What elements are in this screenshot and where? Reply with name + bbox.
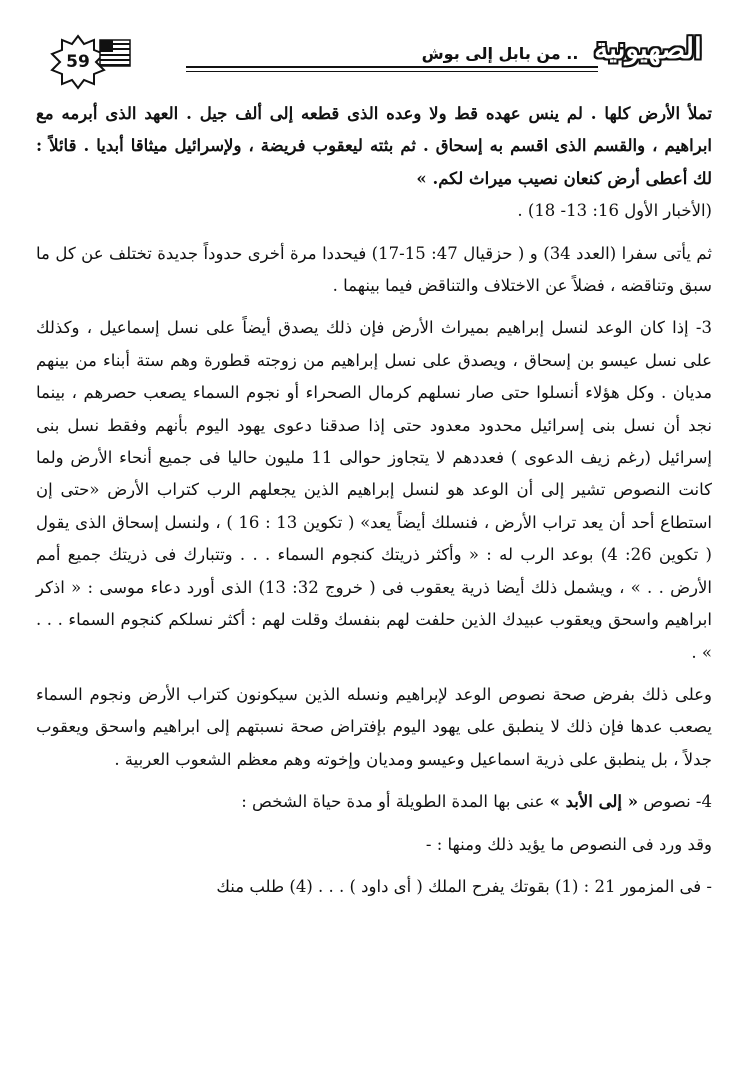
book-title: الصهيونية bbox=[594, 32, 702, 65]
running-header bbox=[38, 30, 718, 92]
point-4-prefix: 4- نصوص bbox=[638, 792, 712, 812]
page-number: 59 bbox=[66, 52, 90, 72]
evidence-line: وقد ورد فى النصوص ما يؤيد ذلك ومنها : - bbox=[425, 834, 712, 854]
header-rule-thin bbox=[186, 71, 598, 72]
paragraph-quote-chronicles: تملأ الأرض كلها . لم ينس عهده قط ولا وعده الذى قطعه إلى ألف جيل . العهد الذى أبرمه مع ابراهيم ، والقسم الذى اقسم به إسحاق . ثم بثته ليعقوب فريضة ، ولإسرائيل ميثاقا أبديا . قائلاً : لك أعطى أرض كنعان نصيب ميراث لكم. » bbox=[36, 104, 712, 188]
book-subtitle: .. من بابل إلى بوش bbox=[421, 44, 579, 63]
page-body bbox=[36, 98, 712, 903]
paragraph-citation: (الأخبار الأول 16: 13- 18) . bbox=[517, 201, 712, 221]
paragraph-point-4 bbox=[36, 786, 712, 818]
header-rule bbox=[186, 66, 598, 68]
paragraph-numbers-ezekiel: ثم يأتى سفرا (العدد 34) و ( حزقيال 47: 15-17) فيحددا مرة أخرى حدوداً جديدة تختلف عن كل ما سبق وتناقضه ، فضلاً عن الاختلاف والتناقض فيما بينهما . bbox=[36, 243, 713, 296]
page-number-badge bbox=[38, 34, 134, 90]
point-4-emphasis: « إلى الأبد » bbox=[549, 792, 639, 812]
psalm-line: - فى المزمور 21 : (1) بقوتك يفرح الملك ( أى داود ) . . . (4) طلب منك bbox=[216, 876, 712, 896]
paragraph-conclusion: وعلى ذلك بفرض صحة نصوص الوعد لإبراهيم ونسله الذين سيكونون كتراب الأرض ونجوم السماء يصعب عدها فإن ذلك لا ينطبق على يهود اليوم بإفتراض صحة نسبتهم إلى ابراهيم واسحق ويعقوب جدلاً ، بل ينطبق على ذرية اسماعيل وعيسو ومديان وإخوته وهم معظم الشعوب العربية . bbox=[36, 684, 712, 769]
paragraph-point-3: 3- إذا كان الوعد لنسل إبراهيم بميراث الأرض فإن ذلك يصدق أيضاً على نسل إسماعيل ، وكذلك على نسل عيسو بن إسحاق ، ويصدق على نسل إبراهيم من زوجته قطورة وهم ستة أبناء من بينهم مديان . وكل هؤلاء أنسلوا حتى صار نسلهم كرمال الصحراء أو نجوم السماء يصعب حصرهم ، بينما نجد أن نسل بنى إسرائيل محدود معدود حتى إذا صدقنا دعوى يهود اليوم بأنهم وفقط نسل بنى إسرائيل (رغم زيف الدعوى ) فعددهم لا يتجاوز حوالى 11 مليون حاليا فى جميع أنحاء الأرض ولما كانت النصوص تشير إلى أن الوعد هو لنسل إبراهيم الذين يجعلهم الرب كتراب الأرض «حتى إن استطاع أحد أن يعد تراب الأرض ، فنسلك أيضاً يعد» ( تكوين 13 : 16 ) ، ولنسل إسحاق الذى يقول ( تكوين 26: 4) بوعد الرب له : « وأكثر ذريتك كنجوم السماء . . . وتتبارك فى ذريتك جميع أمم الأرض . . » ، ويشمل ذلك أيضا ذرية يعقوب فى ( خروج 32: 13) الذى أورد دعاء موسى : « اذكر ابراهيم واسحق ويعقوب عبيدك الذين حلفت لهم بنفسك وقلت لهم : أكثر نسلكم كنجوم السماء . . . » . bbox=[36, 318, 712, 662]
point-4-suffix: عنى بها المدة الطويلة أو مدة حياة الشخص : bbox=[241, 792, 550, 812]
